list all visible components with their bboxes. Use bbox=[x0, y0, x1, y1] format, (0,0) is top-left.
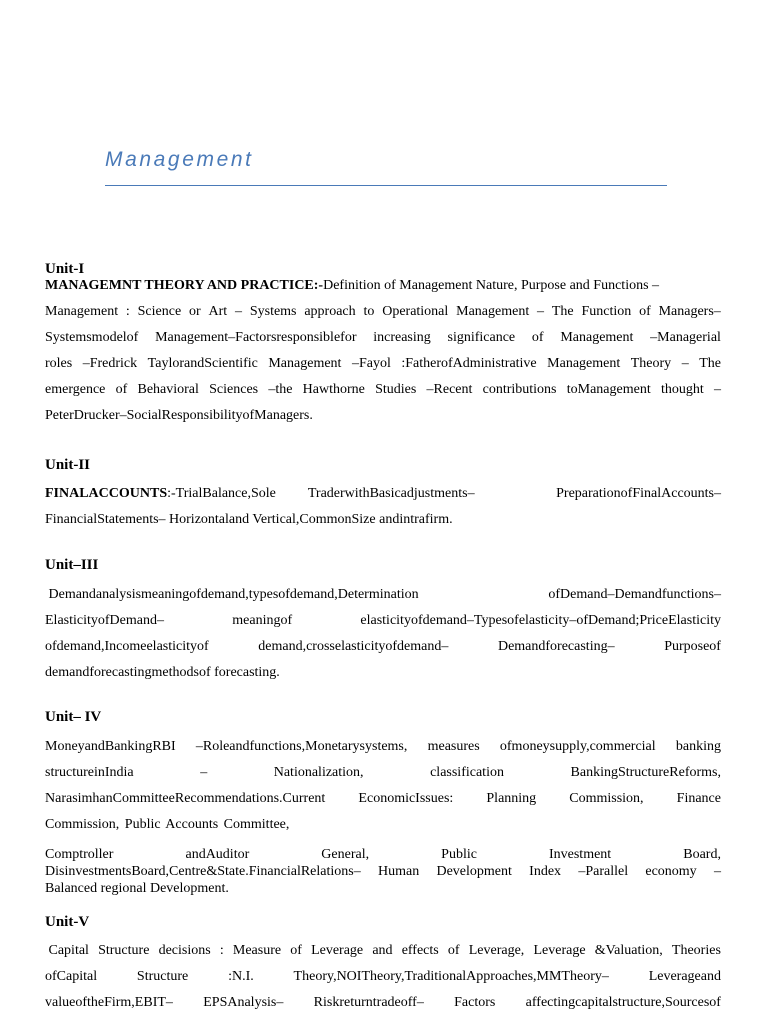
word: –Fredrick bbox=[82, 356, 138, 371]
unit-5-line-3 bbox=[45, 995, 721, 1011]
unit-2-heading: FINALACCOUNTS bbox=[45, 486, 168, 501]
word: The bbox=[551, 304, 574, 319]
word: BankingStructureReforms, bbox=[570, 765, 721, 780]
word: Demandanalysismeaningofdemand,typesofdemand,Determination bbox=[45, 587, 419, 602]
word: Development bbox=[436, 864, 512, 879]
word: –Parallel bbox=[578, 864, 629, 879]
word: EPSAnalysis– bbox=[203, 995, 284, 1010]
word: Theories bbox=[671, 943, 721, 958]
word: toManagement bbox=[566, 382, 651, 397]
word: Management bbox=[456, 304, 530, 319]
word: Sciences bbox=[209, 382, 259, 397]
word: ofdemand,Incomeelasticityof bbox=[45, 639, 209, 654]
word: ofDemand–Demandfunctions– bbox=[548, 587, 721, 602]
word: –Fayol bbox=[351, 356, 391, 371]
word: emergence bbox=[45, 382, 106, 397]
word: –the bbox=[268, 382, 293, 397]
word: ofmoneysupply,commercial bbox=[499, 739, 656, 754]
unit-1-heading: MANAGEMNT THEORY AND PRACTICE:- bbox=[45, 278, 324, 293]
word: Riskreturntradeoff– bbox=[313, 995, 424, 1010]
word: –Recent bbox=[426, 382, 473, 397]
word: Operational bbox=[382, 304, 449, 319]
word: Comptroller bbox=[45, 847, 114, 862]
word: Behavioral bbox=[137, 382, 199, 397]
word: Theory,NOITheory,TraditionalApproaches,MMTheory– bbox=[293, 969, 609, 984]
word: Investment bbox=[548, 847, 612, 862]
unit-1-line-1 bbox=[45, 278, 721, 294]
word: and bbox=[372, 943, 393, 958]
word: : bbox=[125, 304, 130, 319]
word: Management bbox=[268, 356, 342, 371]
word: Leverageand bbox=[648, 969, 721, 984]
word: PreparationofFinalAccounts– bbox=[556, 486, 721, 501]
word: The bbox=[699, 356, 721, 371]
word: Index bbox=[529, 864, 562, 879]
word: Measure bbox=[232, 943, 282, 958]
word: – bbox=[537, 304, 545, 319]
document-heading: Management bbox=[105, 148, 254, 171]
word: Management bbox=[45, 304, 119, 319]
unit-3-line-1 bbox=[45, 587, 721, 603]
word: Leverage bbox=[533, 943, 586, 958]
word: Management–Factorsresponsiblefor bbox=[155, 330, 357, 345]
unit-4-line-3 bbox=[45, 791, 721, 807]
word: valueoftheFirm,EBIT– bbox=[45, 995, 173, 1010]
word: Leverage, bbox=[468, 943, 525, 958]
word: : bbox=[219, 943, 224, 958]
word: classification bbox=[430, 765, 504, 780]
unit-1-line-4 bbox=[45, 356, 721, 372]
unit-4-title: Unit– IV bbox=[45, 709, 102, 725]
word: :FatherofAdministrative bbox=[401, 356, 537, 371]
word: Studies bbox=[375, 382, 417, 397]
word: Human bbox=[378, 864, 420, 879]
unit-5-line-1 bbox=[45, 943, 721, 959]
unit-4-line-7: Balanced regional Development. bbox=[45, 881, 229, 896]
word: NarasimhanCommitteeRecommendations.Current bbox=[45, 791, 326, 806]
word: elasticityofdemand–Typesofelasticity–ofDemand;PriceElasticity bbox=[360, 613, 721, 628]
word: structureinIndia bbox=[45, 765, 134, 780]
word: Planning bbox=[486, 791, 537, 806]
heading-underline bbox=[105, 185, 667, 186]
word: –Roleandfunctions,Monetarysystems, bbox=[195, 739, 408, 754]
word: ofCapital bbox=[45, 969, 98, 984]
word: Capital bbox=[45, 943, 89, 958]
unit-1-line-1-text: Definition of Management Nature, Purpose and Functions – bbox=[323, 278, 660, 293]
word: MoneyandBankingRBI bbox=[45, 739, 176, 754]
word: Systems bbox=[249, 304, 297, 319]
word: Science bbox=[137, 304, 182, 319]
word: – bbox=[235, 304, 242, 319]
word: Theory bbox=[630, 356, 672, 371]
word: Nationalization, bbox=[273, 765, 364, 780]
word: –Managerial bbox=[650, 330, 721, 345]
unit-3-line-3 bbox=[45, 639, 721, 655]
word: – bbox=[713, 382, 721, 397]
word: – bbox=[681, 356, 689, 371]
word: – bbox=[200, 765, 208, 780]
word: Public bbox=[441, 847, 477, 862]
word: DisinvestmentsBoard,Centre&State.FinancialRelations– bbox=[45, 864, 361, 879]
unit-1-line-2 bbox=[45, 304, 721, 320]
word: meaningof bbox=[232, 613, 293, 628]
word: of bbox=[639, 304, 651, 319]
unit-2-line-1-rest bbox=[308, 486, 721, 502]
unit-4-line-6 bbox=[45, 864, 721, 880]
unit-3-line-2 bbox=[45, 613, 721, 629]
word: decisions bbox=[158, 943, 211, 958]
word: &Valuation, bbox=[594, 943, 663, 958]
word: measures bbox=[427, 739, 480, 754]
word: Factors bbox=[454, 995, 496, 1010]
unit-3-line-4: demandforecastingmethodsof forecasting. bbox=[45, 665, 280, 680]
word: roles bbox=[45, 356, 73, 371]
unit-1-title: Unit-I bbox=[45, 261, 85, 277]
word: demand,crosselasticityofdemand– bbox=[258, 639, 449, 654]
unit-3-title: Unit–III bbox=[45, 557, 99, 573]
word: of bbox=[290, 943, 302, 958]
word: or bbox=[189, 304, 201, 319]
unit-2-line-1-lead: :-TrialBalance,Sole bbox=[167, 486, 276, 501]
unit-1-line-3 bbox=[45, 330, 721, 346]
word: banking bbox=[675, 739, 721, 754]
unit-4-line-1 bbox=[45, 739, 721, 755]
word: Commission, bbox=[569, 791, 644, 806]
word: Management bbox=[547, 356, 621, 371]
word: – bbox=[713, 864, 721, 879]
unit-1-line-6: PeterDrucker–SocialResponsibilityofManagers. bbox=[45, 408, 313, 423]
word: Management bbox=[560, 330, 634, 345]
word: Leverage bbox=[311, 943, 364, 958]
word: economy bbox=[645, 864, 697, 879]
word: TraderwithBasicadjustments– bbox=[307, 486, 475, 501]
word: Structure bbox=[98, 943, 150, 958]
word: significance bbox=[447, 330, 516, 345]
word: General, bbox=[321, 847, 370, 862]
word: EconomicIssues: bbox=[358, 791, 454, 806]
unit-1-line-5 bbox=[45, 382, 721, 398]
word: to bbox=[363, 304, 375, 319]
word: thought bbox=[660, 382, 704, 397]
word: Finance bbox=[676, 791, 721, 806]
word: Structure bbox=[136, 969, 189, 984]
word: Demandforecasting– bbox=[497, 639, 615, 654]
unit-2-title: Unit-II bbox=[45, 457, 91, 473]
word: Board, bbox=[683, 847, 721, 862]
word: approach bbox=[304, 304, 356, 319]
unit-5-title: Unit-V bbox=[45, 914, 90, 930]
word: contributions bbox=[482, 382, 557, 397]
word: increasing bbox=[373, 330, 431, 345]
word: Hawthorne bbox=[302, 382, 365, 397]
word: Purposeof bbox=[664, 639, 721, 654]
word: of bbox=[447, 943, 460, 958]
word: of bbox=[115, 382, 128, 397]
word: Function bbox=[581, 304, 632, 319]
word: of bbox=[531, 330, 544, 345]
word: affectingcapitalstructure,Sourcesof bbox=[525, 995, 721, 1010]
word: andAuditor bbox=[185, 847, 250, 862]
unit-2-line-1 bbox=[45, 486, 721, 502]
unit-4-line-2 bbox=[45, 765, 721, 781]
word: effects bbox=[401, 943, 439, 958]
word: :N.I. bbox=[228, 969, 254, 984]
unit-2-line-2: FinancialStatements– Horizontaland Vertical,CommonSize andintrafirm. bbox=[45, 512, 453, 527]
word: TaylorandScientific bbox=[147, 356, 258, 371]
unit-4-line-5 bbox=[45, 847, 721, 863]
unit-5-line-2 bbox=[45, 969, 721, 985]
unit-4-line-4: Commission, Public Accounts Committee, bbox=[45, 817, 290, 832]
word: Systemsmodelof bbox=[45, 330, 139, 345]
word: Managers– bbox=[658, 304, 721, 319]
word: Art bbox=[208, 304, 228, 319]
word: ElasticityofDemand– bbox=[45, 613, 164, 628]
